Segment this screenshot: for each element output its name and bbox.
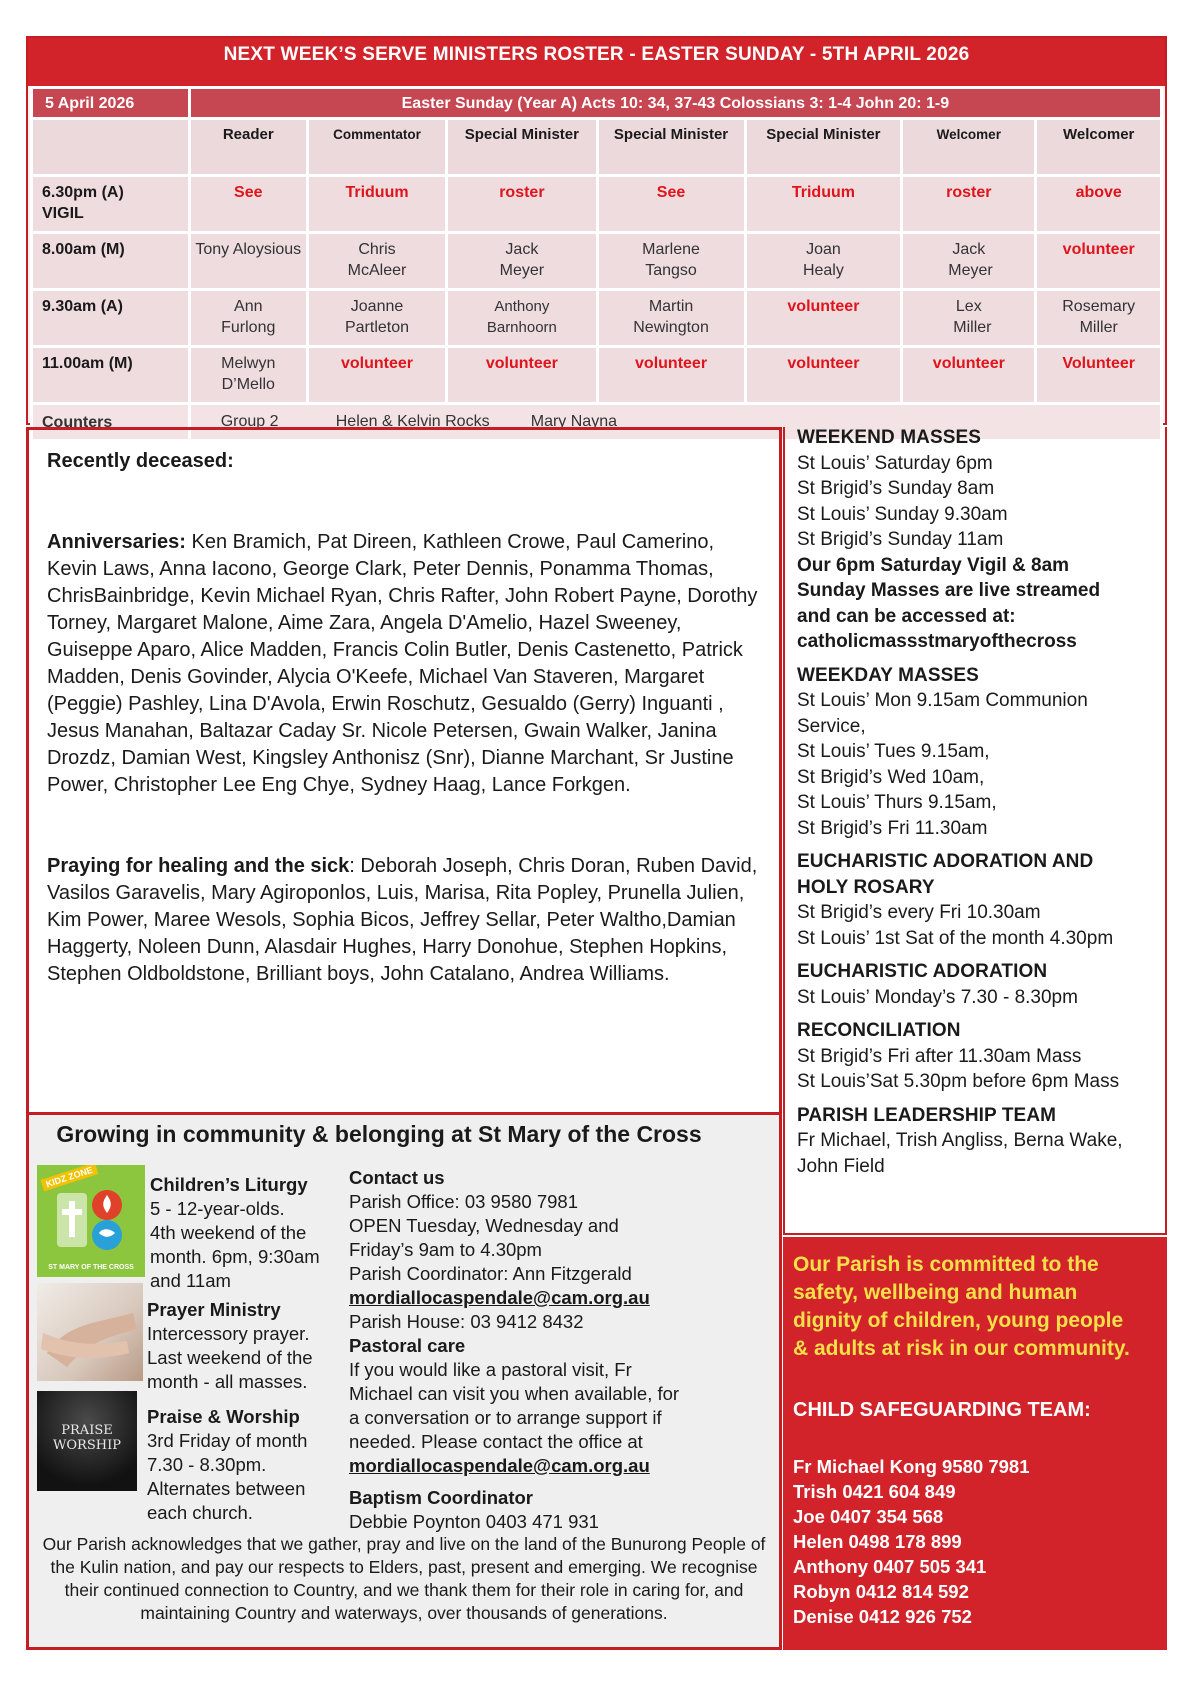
- counters-names: Mary Nayna: [530, 413, 617, 430]
- roster-cell: Jack Meyer: [902, 233, 1036, 290]
- prayer-ministry: [147, 1298, 342, 1394]
- roster-title: NEXT WEEK’S SERVE MINISTERS ROSTER - EASTER SUNDAY - 5TH APRIL 2026: [28, 38, 1165, 86]
- praise-logo-line2: WORSHIP: [53, 1438, 121, 1453]
- community-panel: [26, 1112, 782, 1650]
- roster-header-row: [32, 88, 1162, 119]
- role-header: Commentator: [307, 119, 447, 176]
- contact-line: Parish Office: 03 9580 7981: [349, 1191, 579, 1212]
- mass-line: St Brigid’s Fri 11.30am: [797, 817, 988, 839]
- livestream-line: and can be accessed at:: [797, 605, 1016, 627]
- safeguarding-team-heading: CHILD SAFEGUARDING TEAM:: [793, 1399, 1091, 1421]
- weekday-masses-heading: WEEKDAY MASSES: [797, 664, 979, 686]
- mass-line: St Brigid’s every Fri 10.30am: [797, 902, 1041, 923]
- roster-cell: Volunteer: [1036, 347, 1162, 404]
- leadership-heading: PARISH LEADERSHIP TEAM: [797, 1104, 1057, 1126]
- adoration-rosary-heading: [797, 849, 1167, 900]
- contact-line: OPEN Tuesday, Wednesday and: [349, 1215, 619, 1236]
- mass-line: St Brigid’s Fri after 11.30am Mass: [797, 1045, 1082, 1067]
- safeguarding-contacts: [793, 1454, 1163, 1629]
- mass-line: St Louis’ Tues 9.15am,: [797, 741, 990, 762]
- roster-cell: Tony Aloysious: [189, 233, 307, 290]
- safeguarding-contact: Joe 0407 354 568: [793, 1506, 944, 1527]
- praise-worship-logo: [37, 1423, 137, 1453]
- contact-line: Parish Coordinator: Ann Fitzgerald: [349, 1263, 632, 1284]
- praise-worship-image: [37, 1391, 137, 1491]
- community-title: Growing in community & belonging at St Mary of the Cross: [56, 1121, 702, 1147]
- praise-line: 7.30 - 8.30pm.: [147, 1454, 267, 1475]
- childrens-liturgy-title: Children’s Liturgy: [150, 1174, 308, 1195]
- praise-line: 3rd Friday of month: [147, 1430, 308, 1451]
- roster-cell: volunteer: [902, 347, 1036, 404]
- roster-cell: volunteer: [745, 347, 902, 404]
- counters-label: Counters: [32, 404, 190, 441]
- praise-line: Alternates between: [147, 1478, 306, 1499]
- mass-line: Fr Michael, Trish Angliss, Berna Wake,: [797, 1130, 1123, 1151]
- roster-roles-blank: [32, 119, 190, 176]
- contact-line: Friday’s 9am to 4.30pm: [349, 1239, 542, 1260]
- roster-row: [32, 347, 1162, 404]
- safeguarding-panel: [783, 1237, 1167, 1650]
- safeguarding-contact: Fr Michael Kong 9580 7981: [793, 1456, 1030, 1477]
- recently-deceased-heading: Recently deceased:: [47, 450, 234, 472]
- mass-line: St Louis’ Sunday 9.30am: [797, 503, 1008, 525]
- praise-worship: [147, 1405, 342, 1525]
- mass-time: 9.30am (A): [32, 290, 190, 347]
- roster-cell: roster: [447, 176, 597, 233]
- childrens-line: month. 6pm, 9:30am: [150, 1246, 320, 1267]
- pastoral-email-link[interactable]: mordiallocaspendale@cam.org.au: [349, 1455, 650, 1476]
- roster-cell: above: [1036, 176, 1162, 233]
- roster-roles-row: [32, 119, 1162, 176]
- mass-line: St Louis’Sat 5.30pm before 6pm Mass: [797, 1071, 1120, 1092]
- mass-time: 8.00am (M): [32, 233, 190, 290]
- role-header: Special Minister: [745, 119, 902, 176]
- roster-cell: See: [189, 176, 307, 233]
- prayer-line: month - all masses.: [147, 1371, 308, 1392]
- kidz-zone-badge: KIDZ ZONE: [41, 1165, 98, 1191]
- commitment-line: Our Parish is committed to the: [793, 1253, 1099, 1276]
- reconciliation-heading: RECONCILIATION: [797, 1020, 961, 1041]
- roster-row: [32, 290, 1162, 347]
- contact-email-link[interactable]: mordiallocaspendale@cam.org.au: [349, 1287, 650, 1308]
- roster-row: [32, 176, 1162, 233]
- roster-cell: Melwyn D’Mello: [189, 347, 307, 404]
- roster-cell: See: [597, 176, 745, 233]
- anniversaries-names: Ken Bramich, Pat Direen, Kathleen Crowe, Paul Camerino, Kevin Laws, Anna Iacono, George Clark, Peter Dennis, Ponamma Thomas, ChrisBainbridge, Kevin Michael Ryan, Chris Rafter, John Robert Payne, Dorothy Torney, Margaret Malone, Aime Zara, Angela D'Amelio, Hazel Sweeney, Guiseppe Aparo, Alice Madden, Francis Colin Butler, Denis Castenetto, Patrick Madden, Denis Govinder, Alycia O'Keefe, Michael Van Staveren, Margaret (Peggie) Pashley, Lina D'Avola, Erwin Roschutz, Gesualdo (Gerry) Inguanti , Jesus Manahan, Baltazar Caday Sr. Nicole Petersen, Gwain Walker, Janina Drozdz, Damian West, Kingsley Anthonisz (Snr), Dianne Marchant, Sr Justine Power, Christopher Lee Eng Chye, Sydney Haag, Lance Forkgen.: [47, 531, 758, 796]
- livestream-line: Our 6pm Saturday Vigil & 8am: [797, 554, 1070, 576]
- roster-cell: Triduum: [745, 176, 902, 233]
- heading-line: EUCHARISTIC ADORATION AND: [797, 851, 1094, 872]
- heading-line: HOLY ROSARY: [797, 876, 935, 898]
- kidz-zone-caption: ST MARY OF THE CROSS: [48, 1264, 134, 1271]
- role-header: Welcomer: [902, 119, 1036, 176]
- roster-cell: Joanne Partleton: [307, 290, 447, 347]
- kidz-zone-icon: [55, 1187, 127, 1253]
- counters-names: Helen & Kelvin Rocks: [335, 413, 490, 430]
- roster-cell: Marlene Tangso: [597, 233, 745, 290]
- safeguarding-contact: Robyn 0412 814 592: [793, 1581, 969, 1602]
- role-header: Special Minister: [447, 119, 597, 176]
- roster-cell: Martin Newington: [597, 290, 745, 347]
- childrens-line: 4th weekend of the: [150, 1222, 307, 1243]
- pastoral-line: Michael can visit you when available, for: [349, 1383, 680, 1404]
- mass-times-panel: [783, 427, 1167, 1235]
- pastoral-line: needed. Please contact the office at: [349, 1431, 643, 1452]
- roster-cell: Ann Furlong: [189, 290, 307, 347]
- kidz-zone-logo: [37, 1165, 145, 1277]
- roster-cell: volunteer: [307, 347, 447, 404]
- roster-table: [30, 86, 1163, 442]
- roster-occasion: Easter Sunday (Year A) Acts 10: 34, 37-43 Colossians 3: 1-4 John 20: 1-9: [189, 88, 1161, 119]
- weekend-masses-heading: WEEKEND MASSES: [797, 427, 982, 448]
- safeguarding-contact: Trish 0421 604 849: [793, 1481, 956, 1502]
- contact-title: Contact us: [349, 1167, 445, 1188]
- prayer-line: Last weekend of the: [147, 1347, 313, 1368]
- childrens-line: and 11am: [150, 1270, 231, 1291]
- childrens-liturgy: [150, 1173, 340, 1293]
- commitment-line: dignity of children, young people: [793, 1309, 1124, 1332]
- contact-us: [349, 1166, 729, 1534]
- roster-cell: volunteer: [447, 347, 597, 404]
- mass-line: St Brigid’s Wed 10am,: [797, 766, 985, 788]
- prayer-line: Intercessory prayer.: [147, 1323, 310, 1344]
- mass-line: St Louis’ 1st Sat of the month 4.30pm: [797, 927, 1114, 949]
- baptism-line: Debbie Poynton 0403 471 931: [349, 1511, 599, 1532]
- mass-line: John Field: [797, 1155, 885, 1177]
- adoration-heading: EUCHARISTIC ADORATION: [797, 961, 1048, 982]
- roster-cell: Chris McAleer: [307, 233, 447, 290]
- prayers-panel: [26, 427, 782, 1117]
- commitment-line: & adults at risk in our community.: [793, 1337, 1130, 1360]
- safeguarding-contact: Anthony 0407 505 341: [793, 1556, 987, 1577]
- baptism-title: Baptism Coordinator: [349, 1487, 533, 1508]
- mass-line: St Louis’ Monday’s 7.30 - 8.30pm: [797, 986, 1078, 1008]
- roster-cell: volunteer: [1036, 233, 1162, 290]
- mass-time: 6.30pm (A) VIGIL: [32, 176, 190, 233]
- roster-cell: roster: [902, 176, 1036, 233]
- pastoral-line: If you would like a pastoral visit, Fr: [349, 1359, 632, 1380]
- roster-cell: Joan Healy: [745, 233, 902, 290]
- mass-line: St Louis’ Saturday 6pm: [797, 452, 993, 474]
- anniversaries-paragraph: [47, 529, 767, 799]
- acknowledgement-of-country: Our Parish acknowledges that we gather, pray and live on the land of the Bunurong People of the Kulin nation, and pay our respects to Elders, past, present and emerging. We recognise their continued connection to Country, and we thank them for their role in caring for, and maintaining Country and waterways, over thousands of generations.: [42, 1534, 766, 1623]
- roster-cell: Triduum: [307, 176, 447, 233]
- praise-worship-title: Praise & Worship: [147, 1406, 300, 1427]
- role-header: Welcomer: [1036, 119, 1162, 176]
- parish-house-phone: Parish House: 03 9412 8432: [349, 1311, 584, 1332]
- role-header: Special Minister: [597, 119, 745, 176]
- praise-logo-line1: PRAISE: [61, 1423, 113, 1438]
- livestream-line: Sunday Masses are live streamed: [797, 580, 1101, 601]
- praise-line: each church.: [147, 1502, 253, 1523]
- roster-cell: Anthony Barnhoorn: [447, 290, 597, 347]
- roster-panel: [26, 36, 1167, 431]
- mass-line: St Brigid’s Sunday 8am: [797, 478, 995, 499]
- safeguarding-contact: Denise 0412 926 752: [793, 1606, 972, 1627]
- mass-time: 11.00am (M): [32, 347, 190, 404]
- roster-cell: volunteer: [745, 290, 902, 347]
- counters-group: Group 2: [220, 413, 279, 430]
- livestream-link[interactable]: catholicmassstmaryofthecross: [797, 631, 1077, 652]
- mass-line: Service,: [797, 715, 866, 737]
- pastoral-line: a conversation or to arrange support if: [349, 1407, 662, 1428]
- commitment-line: safety, wellbeing and human: [793, 1281, 1078, 1304]
- healing-label: Praying for healing and the sick: [47, 855, 350, 877]
- roster-cell: volunteer: [597, 347, 745, 404]
- anniversaries-label: Anniversaries:: [47, 531, 186, 553]
- roster-cell: Lex Miller: [902, 290, 1036, 347]
- roster-cell: Rosemary Miller: [1036, 290, 1162, 347]
- role-header: Reader: [189, 119, 307, 176]
- pastoral-title: Pastoral care: [349, 1335, 466, 1356]
- mass-line: St Brigid’s Sunday 11am: [797, 529, 1004, 550]
- safeguarding-contact: Helen 0498 178 899: [793, 1531, 962, 1552]
- healing-paragraph: [47, 853, 767, 988]
- mass-line: St Louis’ Mon 9.15am Communion: [797, 690, 1088, 711]
- mass-line: St Louis’ Thurs 9.15am,: [797, 792, 997, 813]
- roster-row: [32, 233, 1162, 290]
- childrens-line: 5 - 12-year-olds.: [150, 1198, 285, 1219]
- safeguarding-commitment: [793, 1251, 1163, 1363]
- prayer-ministry-title: Prayer Ministry: [147, 1299, 281, 1320]
- roster-date: 5 April 2026: [32, 88, 190, 119]
- prayer-hands-image: [37, 1283, 143, 1381]
- roster-cell: Jack Meyer: [447, 233, 597, 290]
- healing-names: : Deborah Joseph, Chris Doran, Ruben David, Vasilos Garavelis, Mary Agiroponlos, Luis, Marisa, Rita Popley, Prunella Julien, Kim Power, Maree Wesols, Sophia Bicos, Jeffrey Sellar, Peter Waltho,Damian Haggerty, Noleen Dunn, Alasdair Hughes, Harry Donohue, Stephen Hopkins, Stephen Oldboldstone, Brilliant boys, John Catalano, Andrea Williams.: [47, 855, 758, 985]
